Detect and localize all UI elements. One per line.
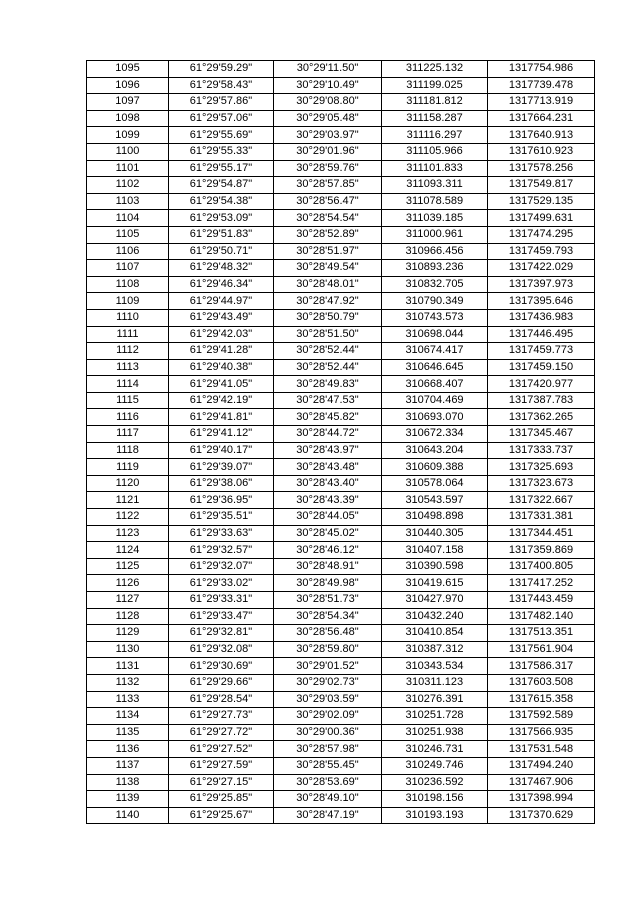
table-row	[87, 459, 595, 476]
longitude-cell: 30°28'56.47"	[274, 193, 382, 210]
latitude-cell: 61°29'33.31"	[169, 592, 274, 609]
latitude-cell: 61°29'28.54"	[169, 691, 274, 708]
y-coordinate-cell: 1317417.252	[488, 575, 595, 592]
table-row	[87, 343, 595, 360]
point-number-cell: 1139	[87, 791, 169, 808]
y-coordinate-cell: 1317561.904	[488, 641, 595, 658]
point-number-cell: 1100	[87, 143, 169, 160]
coordinates-table-body	[87, 61, 595, 824]
longitude-cell: 30°28'55.45"	[274, 757, 382, 774]
table-row	[87, 359, 595, 376]
point-number-cell: 1099	[87, 127, 169, 144]
longitude-cell: 30°28'43.40"	[274, 475, 382, 492]
x-coordinate-cell: 311093.311	[382, 177, 488, 194]
x-coordinate-cell: 310410.854	[382, 625, 488, 642]
x-coordinate-cell: 310498.898	[382, 509, 488, 526]
point-number-cell: 1126	[87, 575, 169, 592]
table-row	[87, 525, 595, 542]
table-row	[87, 94, 595, 111]
point-number-cell: 1125	[87, 558, 169, 575]
latitude-cell: 61°29'41.05"	[169, 376, 274, 393]
y-coordinate-cell: 1317499.631	[488, 210, 595, 227]
longitude-cell: 30°28'44.72"	[274, 426, 382, 443]
y-coordinate-cell: 1317331.381	[488, 509, 595, 526]
longitude-cell: 30°28'57.98"	[274, 741, 382, 758]
y-coordinate-cell: 1317603.508	[488, 674, 595, 691]
longitude-cell: 30°29'00.36"	[274, 724, 382, 741]
point-number-cell: 1121	[87, 492, 169, 509]
y-coordinate-cell: 1317443.459	[488, 592, 595, 609]
longitude-cell: 30°28'47.53"	[274, 392, 382, 409]
y-coordinate-cell: 1317664.231	[488, 110, 595, 127]
y-coordinate-cell: 1317615.358	[488, 691, 595, 708]
x-coordinate-cell: 310251.728	[382, 708, 488, 725]
table-row	[87, 77, 595, 94]
longitude-cell: 30°29'01.52"	[274, 658, 382, 675]
x-coordinate-cell: 310276.391	[382, 691, 488, 708]
y-coordinate-cell: 1317640.913	[488, 127, 595, 144]
table-row	[87, 260, 595, 277]
x-coordinate-cell: 310390.598	[382, 558, 488, 575]
table-row	[87, 143, 595, 160]
longitude-cell: 30°28'49.83"	[274, 376, 382, 393]
latitude-cell: 61°29'27.52"	[169, 741, 274, 758]
longitude-cell: 30°29'01.96"	[274, 143, 382, 160]
x-coordinate-cell: 311105.966	[382, 143, 488, 160]
point-number-cell: 1107	[87, 260, 169, 277]
table-row	[87, 426, 595, 443]
x-coordinate-cell: 310249.746	[382, 757, 488, 774]
longitude-cell: 30°28'44.05"	[274, 509, 382, 526]
table-row	[87, 475, 595, 492]
x-coordinate-cell: 310893.236	[382, 260, 488, 277]
table-row	[87, 392, 595, 409]
latitude-cell: 61°29'57.06"	[169, 110, 274, 127]
x-coordinate-cell: 310343.534	[382, 658, 488, 675]
latitude-cell: 61°29'27.72"	[169, 724, 274, 741]
point-number-cell: 1114	[87, 376, 169, 393]
latitude-cell: 61°29'32.57"	[169, 542, 274, 559]
table-row	[87, 791, 595, 808]
x-coordinate-cell: 311039.185	[382, 210, 488, 227]
table-row	[87, 724, 595, 741]
point-number-cell: 1134	[87, 708, 169, 725]
longitude-cell: 30°28'43.48"	[274, 459, 382, 476]
table-row	[87, 193, 595, 210]
latitude-cell: 61°29'59.29"	[169, 61, 274, 78]
longitude-cell: 30°28'52.89"	[274, 226, 382, 243]
x-coordinate-cell: 311116.297	[382, 127, 488, 144]
point-number-cell: 1108	[87, 276, 169, 293]
point-number-cell: 1122	[87, 509, 169, 526]
table-row	[87, 774, 595, 791]
y-coordinate-cell: 1317359.869	[488, 542, 595, 559]
x-coordinate-cell: 311000.961	[382, 226, 488, 243]
longitude-cell: 30°29'05.48"	[274, 110, 382, 127]
latitude-cell: 61°29'25.85"	[169, 791, 274, 808]
x-coordinate-cell: 310578.064	[382, 475, 488, 492]
point-number-cell: 1137	[87, 757, 169, 774]
point-number-cell: 1118	[87, 442, 169, 459]
point-number-cell: 1135	[87, 724, 169, 741]
latitude-cell: 61°29'41.28"	[169, 343, 274, 360]
longitude-cell: 30°28'45.82"	[274, 409, 382, 426]
latitude-cell: 61°29'42.19"	[169, 392, 274, 409]
y-coordinate-cell: 1317333.737	[488, 442, 595, 459]
table-row	[87, 592, 595, 609]
y-coordinate-cell: 1317459.150	[488, 359, 595, 376]
point-number-cell: 1109	[87, 293, 169, 310]
y-coordinate-cell: 1317586.317	[488, 658, 595, 675]
x-coordinate-cell: 310790.349	[382, 293, 488, 310]
table-row	[87, 276, 595, 293]
point-number-cell: 1102	[87, 177, 169, 194]
x-coordinate-cell: 310832.705	[382, 276, 488, 293]
table-row	[87, 127, 595, 144]
table-row	[87, 625, 595, 642]
y-coordinate-cell: 1317387.783	[488, 392, 595, 409]
y-coordinate-cell: 1317422.029	[488, 260, 595, 277]
y-coordinate-cell: 1317482.140	[488, 608, 595, 625]
latitude-cell: 61°29'27.15"	[169, 774, 274, 791]
latitude-cell: 61°29'33.47"	[169, 608, 274, 625]
y-coordinate-cell: 1317739.478	[488, 77, 595, 94]
point-number-cell: 1131	[87, 658, 169, 675]
latitude-cell: 61°29'54.87"	[169, 177, 274, 194]
x-coordinate-cell: 310609.388	[382, 459, 488, 476]
point-number-cell: 1133	[87, 691, 169, 708]
x-coordinate-cell: 310743.573	[382, 309, 488, 326]
longitude-cell: 30°28'54.54"	[274, 210, 382, 227]
latitude-cell: 61°29'58.43"	[169, 77, 274, 94]
table-row	[87, 558, 595, 575]
latitude-cell: 61°29'25.67"	[169, 807, 274, 824]
latitude-cell: 61°29'46.34"	[169, 276, 274, 293]
latitude-cell: 61°29'51.83"	[169, 226, 274, 243]
longitude-cell: 30°28'46.12"	[274, 542, 382, 559]
point-number-cell: 1117	[87, 426, 169, 443]
longitude-cell: 30°28'45.02"	[274, 525, 382, 542]
x-coordinate-cell: 311158.287	[382, 110, 488, 127]
table-row	[87, 691, 595, 708]
latitude-cell: 61°29'41.12"	[169, 426, 274, 443]
x-coordinate-cell: 310387.312	[382, 641, 488, 658]
table-row	[87, 376, 595, 393]
table-row	[87, 293, 595, 310]
latitude-cell: 61°29'32.07"	[169, 558, 274, 575]
y-coordinate-cell: 1317549.817	[488, 177, 595, 194]
table-row	[87, 243, 595, 260]
table-row	[87, 708, 595, 725]
y-coordinate-cell: 1317578.256	[488, 160, 595, 177]
point-number-cell: 1113	[87, 359, 169, 376]
table-row	[87, 309, 595, 326]
x-coordinate-cell: 310311.123	[382, 674, 488, 691]
latitude-cell: 61°29'38.06"	[169, 475, 274, 492]
point-number-cell: 1098	[87, 110, 169, 127]
x-coordinate-cell: 311199.025	[382, 77, 488, 94]
longitude-cell: 30°28'43.39"	[274, 492, 382, 509]
x-coordinate-cell: 311101.833	[382, 160, 488, 177]
x-coordinate-cell: 310246.731	[382, 741, 488, 758]
point-number-cell: 1103	[87, 193, 169, 210]
x-coordinate-cell: 310236.592	[382, 774, 488, 791]
table-row	[87, 110, 595, 127]
latitude-cell: 61°29'42.03"	[169, 326, 274, 343]
point-number-cell: 1129	[87, 625, 169, 642]
y-coordinate-cell: 1317446.495	[488, 326, 595, 343]
latitude-cell: 61°29'43.49"	[169, 309, 274, 326]
y-coordinate-cell: 1317474.295	[488, 226, 595, 243]
point-number-cell: 1136	[87, 741, 169, 758]
y-coordinate-cell: 1317344.451	[488, 525, 595, 542]
latitude-cell: 61°29'29.66"	[169, 674, 274, 691]
y-coordinate-cell: 1317566.935	[488, 724, 595, 741]
y-coordinate-cell: 1317370.629	[488, 807, 595, 824]
point-number-cell: 1138	[87, 774, 169, 791]
y-coordinate-cell: 1317713.919	[488, 94, 595, 111]
x-coordinate-cell: 310704.469	[382, 392, 488, 409]
latitude-cell: 61°29'27.73"	[169, 708, 274, 725]
point-number-cell: 1101	[87, 160, 169, 177]
point-number-cell: 1124	[87, 542, 169, 559]
latitude-cell: 61°29'55.33"	[169, 143, 274, 160]
point-number-cell: 1140	[87, 807, 169, 824]
x-coordinate-cell: 310643.204	[382, 442, 488, 459]
point-number-cell: 1106	[87, 243, 169, 260]
table-row	[87, 757, 595, 774]
longitude-cell: 30°29'08.80"	[274, 94, 382, 111]
table-row	[87, 492, 595, 509]
y-coordinate-cell: 1317610.923	[488, 143, 595, 160]
point-number-cell: 1128	[87, 608, 169, 625]
longitude-cell: 30°28'52.44"	[274, 359, 382, 376]
latitude-cell: 61°29'53.09"	[169, 210, 274, 227]
x-coordinate-cell: 310440.305	[382, 525, 488, 542]
longitude-cell: 30°28'51.50"	[274, 326, 382, 343]
latitude-cell: 61°29'30.69"	[169, 658, 274, 675]
latitude-cell: 61°29'32.81"	[169, 625, 274, 642]
longitude-cell: 30°28'59.80"	[274, 641, 382, 658]
point-number-cell: 1095	[87, 61, 169, 78]
longitude-cell: 30°28'51.73"	[274, 592, 382, 609]
table-row	[87, 226, 595, 243]
table-row	[87, 509, 595, 526]
table-row	[87, 177, 595, 194]
longitude-cell: 30°29'03.97"	[274, 127, 382, 144]
longitude-cell: 30°29'02.73"	[274, 674, 382, 691]
x-coordinate-cell: 310543.597	[382, 492, 488, 509]
point-number-cell: 1111	[87, 326, 169, 343]
x-coordinate-cell: 311181.812	[382, 94, 488, 111]
x-coordinate-cell: 311225.132	[382, 61, 488, 78]
table-row	[87, 641, 595, 658]
y-coordinate-cell: 1317397.973	[488, 276, 595, 293]
y-coordinate-cell: 1317459.793	[488, 243, 595, 260]
longitude-cell: 30°28'53.69"	[274, 774, 382, 791]
y-coordinate-cell: 1317400.805	[488, 558, 595, 575]
y-coordinate-cell: 1317592.589	[488, 708, 595, 725]
longitude-cell: 30°28'47.92"	[274, 293, 382, 310]
point-number-cell: 1130	[87, 641, 169, 658]
y-coordinate-cell: 1317494.240	[488, 757, 595, 774]
point-number-cell: 1120	[87, 475, 169, 492]
longitude-cell: 30°29'10.49"	[274, 77, 382, 94]
latitude-cell: 61°29'41.81"	[169, 409, 274, 426]
longitude-cell: 30°29'02.09"	[274, 708, 382, 725]
longitude-cell: 30°28'43.97"	[274, 442, 382, 459]
latitude-cell: 61°29'33.02"	[169, 575, 274, 592]
longitude-cell: 30°28'51.97"	[274, 243, 382, 260]
latitude-cell: 61°29'35.51"	[169, 509, 274, 526]
x-coordinate-cell: 310427.970	[382, 592, 488, 609]
y-coordinate-cell: 1317513.351	[488, 625, 595, 642]
y-coordinate-cell: 1317436.983	[488, 309, 595, 326]
longitude-cell: 30°28'47.19"	[274, 807, 382, 824]
x-coordinate-cell: 310419.615	[382, 575, 488, 592]
point-number-cell: 1105	[87, 226, 169, 243]
y-coordinate-cell: 1317529.135	[488, 193, 595, 210]
point-number-cell: 1096	[87, 77, 169, 94]
point-number-cell: 1110	[87, 309, 169, 326]
table-row	[87, 608, 595, 625]
table-row	[87, 658, 595, 675]
longitude-cell: 30°28'48.01"	[274, 276, 382, 293]
longitude-cell: 30°28'54.34"	[274, 608, 382, 625]
x-coordinate-cell: 310698.044	[382, 326, 488, 343]
latitude-cell: 61°29'44.97"	[169, 293, 274, 310]
table-row	[87, 542, 595, 559]
point-number-cell: 1123	[87, 525, 169, 542]
point-number-cell: 1127	[87, 592, 169, 609]
longitude-cell: 30°28'59.76"	[274, 160, 382, 177]
x-coordinate-cell: 310693.070	[382, 409, 488, 426]
latitude-cell: 61°29'54.38"	[169, 193, 274, 210]
x-coordinate-cell: 310646.645	[382, 359, 488, 376]
y-coordinate-cell: 1317398.994	[488, 791, 595, 808]
longitude-cell: 30°29'11.50"	[274, 61, 382, 78]
x-coordinate-cell: 310251.938	[382, 724, 488, 741]
point-number-cell: 1104	[87, 210, 169, 227]
longitude-cell: 30°28'48.91"	[274, 558, 382, 575]
y-coordinate-cell: 1317322.667	[488, 492, 595, 509]
x-coordinate-cell: 310668.407	[382, 376, 488, 393]
latitude-cell: 61°29'40.38"	[169, 359, 274, 376]
x-coordinate-cell: 310193.193	[382, 807, 488, 824]
table-row	[87, 409, 595, 426]
y-coordinate-cell: 1317362.265	[488, 409, 595, 426]
point-number-cell: 1116	[87, 409, 169, 426]
y-coordinate-cell: 1317754.986	[488, 61, 595, 78]
latitude-cell: 61°29'40.17"	[169, 442, 274, 459]
x-coordinate-cell: 310672.334	[382, 426, 488, 443]
y-coordinate-cell: 1317467.906	[488, 774, 595, 791]
longitude-cell: 30°28'49.10"	[274, 791, 382, 808]
x-coordinate-cell: 310198.156	[382, 791, 488, 808]
table-row	[87, 61, 595, 78]
x-coordinate-cell: 310966.456	[382, 243, 488, 260]
point-number-cell: 1115	[87, 392, 169, 409]
latitude-cell: 61°29'33.63"	[169, 525, 274, 542]
x-coordinate-cell: 310432.240	[382, 608, 488, 625]
longitude-cell: 30°28'57.85"	[274, 177, 382, 194]
latitude-cell: 61°29'55.17"	[169, 160, 274, 177]
table-row	[87, 160, 595, 177]
point-number-cell: 1132	[87, 674, 169, 691]
table-row	[87, 326, 595, 343]
table-row	[87, 575, 595, 592]
latitude-cell: 61°29'39.07"	[169, 459, 274, 476]
longitude-cell: 30°28'52.44"	[274, 343, 382, 360]
point-number-cell: 1112	[87, 343, 169, 360]
longitude-cell: 30°29'03.59"	[274, 691, 382, 708]
y-coordinate-cell: 1317345.467	[488, 426, 595, 443]
y-coordinate-cell: 1317325.693	[488, 459, 595, 476]
x-coordinate-cell: 311078.589	[382, 193, 488, 210]
latitude-cell: 61°29'27.59"	[169, 757, 274, 774]
point-number-cell: 1097	[87, 94, 169, 111]
table-row	[87, 210, 595, 227]
table-row	[87, 807, 595, 824]
y-coordinate-cell: 1317420.977	[488, 376, 595, 393]
x-coordinate-cell: 310407.158	[382, 542, 488, 559]
x-coordinate-cell: 310674.417	[382, 343, 488, 360]
y-coordinate-cell: 1317459.773	[488, 343, 595, 360]
longitude-cell: 30°28'56.48"	[274, 625, 382, 642]
latitude-cell: 61°29'55.69"	[169, 127, 274, 144]
longitude-cell: 30°28'50.79"	[274, 309, 382, 326]
y-coordinate-cell: 1317531.548	[488, 741, 595, 758]
y-coordinate-cell: 1317323.673	[488, 475, 595, 492]
table-row	[87, 674, 595, 691]
latitude-cell: 61°29'36.95"	[169, 492, 274, 509]
y-coordinate-cell: 1317395.646	[488, 293, 595, 310]
point-number-cell: 1119	[87, 459, 169, 476]
table-row	[87, 442, 595, 459]
latitude-cell: 61°29'48.32"	[169, 260, 274, 277]
coordinates-table	[86, 60, 595, 824]
longitude-cell: 30°28'49.54"	[274, 260, 382, 277]
latitude-cell: 61°29'32.08"	[169, 641, 274, 658]
table-row	[87, 741, 595, 758]
longitude-cell: 30°28'49.98"	[274, 575, 382, 592]
latitude-cell: 61°29'50.71"	[169, 243, 274, 260]
latitude-cell: 61°29'57.86"	[169, 94, 274, 111]
